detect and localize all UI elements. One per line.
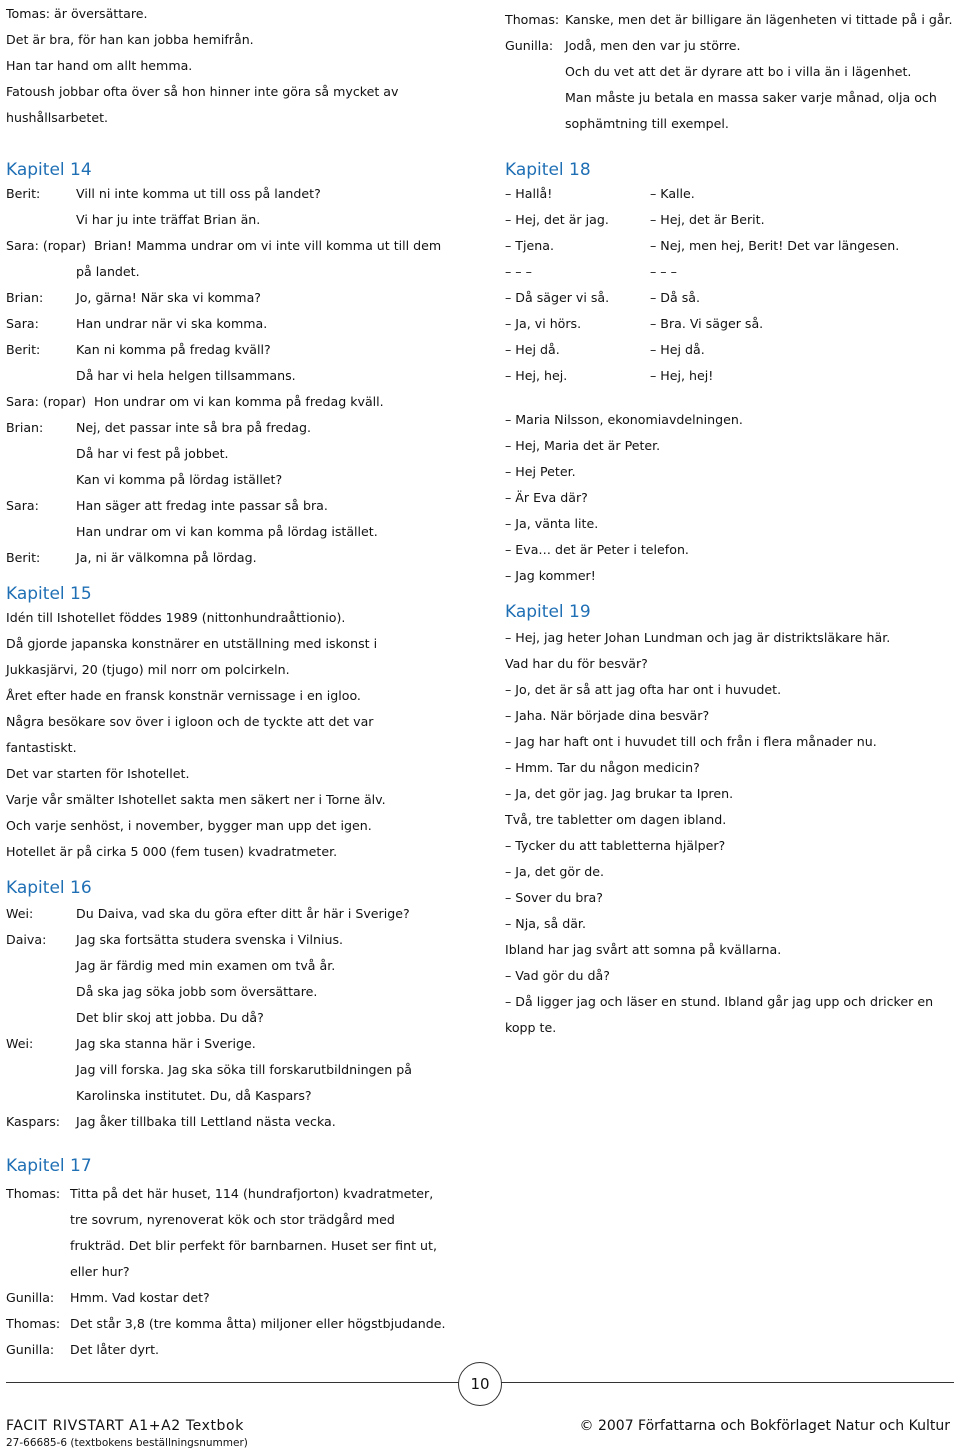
dialogue-line <box>6 550 257 566</box>
text-line: – Maria Nilsson, ekonomiavdelningen. <box>505 412 743 427</box>
speaker: Brian: <box>6 420 44 435</box>
utterance: Vi har ju inte träffat Brian än. <box>76 212 261 227</box>
dialogue-line <box>505 12 953 28</box>
dialogue-line <box>6 524 378 540</box>
text-line: kopp te. <box>505 1020 557 1035</box>
utterance: eller hur? <box>70 1264 130 1279</box>
utterance: Jag vill forska. Jag ska söka till forskarutbildningen på <box>76 1062 413 1077</box>
speaker: Thomas: <box>6 1316 61 1331</box>
text-line: Hotellet är på cirka 5 000 (fem tusen) kvadratmeter. <box>6 844 338 859</box>
caller-line: – – – <box>505 264 532 279</box>
caller-line: – Tjena. <box>505 238 554 253</box>
caller-line: – Hej, hej. <box>505 368 568 383</box>
answer-line: – Kalle. <box>650 186 695 201</box>
dialogue-line <box>6 1036 256 1052</box>
speaker: Gunilla: <box>6 1342 55 1357</box>
dialogue-line <box>6 238 441 254</box>
dialogue-line <box>6 1088 312 1104</box>
dialogue-line <box>6 984 317 1000</box>
answer-line: – Hej då. <box>650 342 705 357</box>
utterance: Vill ni inte komma ut till oss på landet? <box>76 186 321 201</box>
left-top-line: hushållsarbetet. <box>6 110 109 125</box>
text-line: – Jo, det är så att jag ofta har ont i huvudet. <box>505 682 782 697</box>
text-line: Ibland har jag svårt att somna på kvällarna. <box>505 942 782 957</box>
text-line: Året efter hade en fransk konstnär vernissage i en igloo. <box>6 688 361 703</box>
dialogue-line <box>6 1186 433 1202</box>
utterance: Ja, ni är välkomna på lördag. <box>76 550 257 565</box>
left-top-line: Han tar hand om allt hemma. <box>6 58 193 73</box>
answer-line: – – – <box>650 264 677 279</box>
text-line: – Jag har haft ont i huvudet till och från i flera månader nu. <box>505 734 877 749</box>
dialogue-line <box>6 290 261 306</box>
left-top-line: Tomas: är översättare. <box>6 6 148 21</box>
speaker: Wei: <box>6 906 34 921</box>
utterance: Jag är färdig med min examen om två år. <box>76 958 336 973</box>
dialogue-line <box>6 958 335 974</box>
text-line: – Nja, så där. <box>505 916 586 931</box>
dialogue-line <box>6 1010 264 1026</box>
utterance: Jag ska stanna här i Sverige. <box>76 1036 256 1051</box>
left-top-line: Fatoush jobbar ofta över så hon hinner inte göra så mycket av <box>6 84 399 99</box>
utterance: sophämtning till exempel. <box>565 116 729 131</box>
left-top-line: Det är bra, för han kan jobba hemifrån. <box>6 32 254 47</box>
speaker: Wei: <box>6 1036 34 1051</box>
dialogue-line <box>505 38 741 54</box>
utterance: frukträd. Det blir perfekt för barnbarnen. Huset ser fint ut, <box>70 1238 437 1253</box>
utterance: Kan ni komma på fredag kväll? <box>76 342 271 357</box>
utterance: tre sovrum, nyrenoverat kök och stor trädgård med <box>70 1212 395 1227</box>
text-line: – Jag kommer! <box>505 568 596 583</box>
text-line: Då gjorde japanska konstnärer en utställning med iskonst i <box>6 636 378 651</box>
speaker: Sara: <box>6 498 39 513</box>
text-line: – Sover du bra? <box>505 890 603 905</box>
page-number: 10 <box>458 1362 502 1406</box>
dialogue-line <box>6 394 384 410</box>
utterance: Hmm. Vad kostar det? <box>70 1290 210 1305</box>
utterance: Och du vet att det är dyrare att bo i villa än i lägenhet. <box>565 64 912 79</box>
text-line: – Ja, det gör de. <box>505 864 605 879</box>
speaker: Thomas: <box>6 1186 61 1201</box>
text-line: – Tycker du att tabletterna hjälper? <box>505 838 726 853</box>
speaker: Gunilla: <box>6 1290 55 1305</box>
chapter-14-heading: Kapitel 14 <box>6 160 92 180</box>
dialogue-line <box>6 446 229 462</box>
dialogue-line <box>6 212 260 228</box>
chapter-15-heading: Kapitel 15 <box>6 584 92 604</box>
text-line: Och varje senhöst, i november, bygger man upp det igen. <box>6 818 372 833</box>
chapter-16-heading: Kapitel 16 <box>6 878 92 898</box>
text-line: Varje vår smälter Ishotellet sakta men säkert ner i Torne älv. <box>6 792 386 807</box>
utterance: Man måste ju betala en massa saker varje månad, olja och <box>565 90 937 105</box>
dialogue-line <box>6 1114 336 1130</box>
text-line: – Vad gör du då? <box>505 968 610 983</box>
dialogue-line <box>6 1238 437 1254</box>
chapter-19-heading: Kapitel 19 <box>505 602 591 622</box>
utterance: Karolinska institutet. Du, då Kaspars? <box>76 1088 312 1103</box>
utterance: Det står 3,8 (tre komma åtta) miljoner eller högstbjudande. <box>70 1316 446 1331</box>
footer-copyright: © 2007 Författarna och Bokförlaget Natur och Kultur <box>579 1418 950 1434</box>
text-line: Idén till Ishotellet föddes 1989 (nittonhundraåttionio). <box>6 610 346 625</box>
dialogue-line <box>6 342 271 358</box>
utterance: Kan vi komma på lördag istället? <box>76 472 283 487</box>
dialogue-line <box>6 1290 210 1306</box>
utterance: Han säger att fredag inte passar så bra. <box>76 498 328 513</box>
text-line: – Hej, jag heter Johan Lundman och jag är distriktsläkare här. <box>505 630 891 645</box>
dialogue-line <box>6 1264 130 1280</box>
answer-line: – Hej, det är Berit. <box>650 212 765 227</box>
text-line: – Ja, det gör jag. Jag brukar ta Ipren. <box>505 786 734 801</box>
caller-line: – Ja, vi hörs. <box>505 316 582 331</box>
footer-order-number: 27-66685-6 (textbokens beställningsnummer) <box>6 1437 248 1449</box>
utterance: Nej, det passar inte så bra på fredag. <box>76 420 311 435</box>
speaker: Brian: <box>6 290 44 305</box>
utterance: Titta på det här huset, 114 (hundrafjorton) kvadratmeter, <box>70 1186 434 1201</box>
dialogue-line <box>6 932 343 948</box>
text-line: – Är Eva där? <box>505 490 588 505</box>
utterance: Han undrar när vi ska komma. <box>76 316 268 331</box>
dialogue-line <box>6 1342 159 1358</box>
speaker: Sara: (ropar) <box>6 394 87 409</box>
caller-line: – Hej då. <box>505 342 560 357</box>
dialogue-line <box>6 368 296 384</box>
utterance: Jodå, men den var ju större. <box>565 38 741 53</box>
speaker: Kaspars: <box>6 1114 61 1129</box>
footer-book-title: FACIT RIVSTART A1+A2 Textbok <box>6 1418 244 1434</box>
speaker: Berit: <box>6 186 41 201</box>
dialogue-line <box>6 1316 446 1332</box>
speaker: Thomas: <box>505 12 560 27</box>
utterance: Jag ska fortsätta studera svenska i Vilnius. <box>76 932 344 947</box>
answer-line: – Hej, hej! <box>650 368 714 383</box>
utterance: Det blir skoj att jobba. Du då? <box>76 1010 264 1025</box>
speaker: Berit: <box>6 550 41 565</box>
dialogue-line <box>6 906 410 922</box>
utterance: Du Daiva, vad ska du göra efter ditt år här i Sverige? <box>76 906 410 921</box>
dialogue-line <box>6 1212 395 1228</box>
answer-line: – Då så. <box>650 290 700 305</box>
speaker: Berit: <box>6 342 41 357</box>
utterance: Då har vi hela helgen tillsammans. <box>76 368 296 383</box>
speaker: Sara: <box>6 316 39 331</box>
text-line: Några besökare sov över i igloon och de tyckte att det var <box>6 714 374 729</box>
utterance: Kanske, men det är billigare än lägenheten vi tittade på i går. <box>565 12 953 27</box>
text-line: – Eva… det är Peter i telefon. <box>505 542 689 557</box>
text-line: fantastiskt. <box>6 740 77 755</box>
text-line: – Hmm. Tar du någon medicin? <box>505 760 700 775</box>
dialogue-line <box>6 472 282 488</box>
utterance: Jag åker tillbaka till Lettland nästa vecka. <box>76 1114 336 1129</box>
dialogue-line <box>505 64 911 80</box>
answer-line: – Nej, men hej, Berit! Det var längesen. <box>650 238 900 253</box>
utterance: Han undrar om vi kan komma på lördag istället. <box>76 524 378 539</box>
speaker: Sara: (ropar) <box>6 238 87 253</box>
speaker: Gunilla: <box>505 38 554 53</box>
dialogue-line <box>6 186 321 202</box>
text-line: Det var starten för Ishotellet. <box>6 766 190 781</box>
text-line: – Jaha. När började dina besvär? <box>505 708 710 723</box>
caller-line: – Hallå! <box>505 186 553 201</box>
text-line: Jukkasjärvi, 20 (tjugo) mil norr om polcirkeln. <box>6 662 290 677</box>
chapter-17-heading: Kapitel 17 <box>6 1156 92 1176</box>
dialogue-line <box>6 264 140 280</box>
utterance: Hon undrar om vi kan komma på fredag kväll. <box>94 394 384 409</box>
text-line: – Hej, Maria det är Peter. <box>505 438 661 453</box>
utterance: Då har vi fest på jobbet. <box>76 446 229 461</box>
dialogue-line <box>6 1062 412 1078</box>
text-line: – Hej Peter. <box>505 464 576 479</box>
speaker: Daiva: <box>6 932 47 947</box>
utterance: Då ska jag söka jobb som översättare. <box>76 984 318 999</box>
utterance: Jo, gärna! När ska vi komma? <box>76 290 261 305</box>
chapter-18-heading: Kapitel 18 <box>505 160 591 180</box>
text-line: – Ja, vänta lite. <box>505 516 599 531</box>
utterance: Det låter dyrt. <box>70 1342 160 1357</box>
caller-line: – Då säger vi så. <box>505 290 610 305</box>
dialogue-line <box>6 420 311 436</box>
utterance: Brian! Mamma undrar om vi inte vill komma ut till dem <box>94 238 442 253</box>
dialogue-line <box>505 90 937 106</box>
dialogue-line <box>6 316 267 332</box>
caller-line: – Hej, det är jag. <box>505 212 609 227</box>
answer-line: – Bra. Vi säger så. <box>650 316 764 331</box>
text-line: Vad har du för besvär? <box>505 656 648 671</box>
dialogue-line <box>6 498 328 514</box>
utterance: på landet. <box>76 264 140 279</box>
text-line: Två, tre tabletter om dagen ibland. <box>505 812 727 827</box>
text-line: – Då ligger jag och läser en stund. Ibland går jag upp och dricker en <box>505 994 934 1009</box>
dialogue-line <box>505 116 729 132</box>
